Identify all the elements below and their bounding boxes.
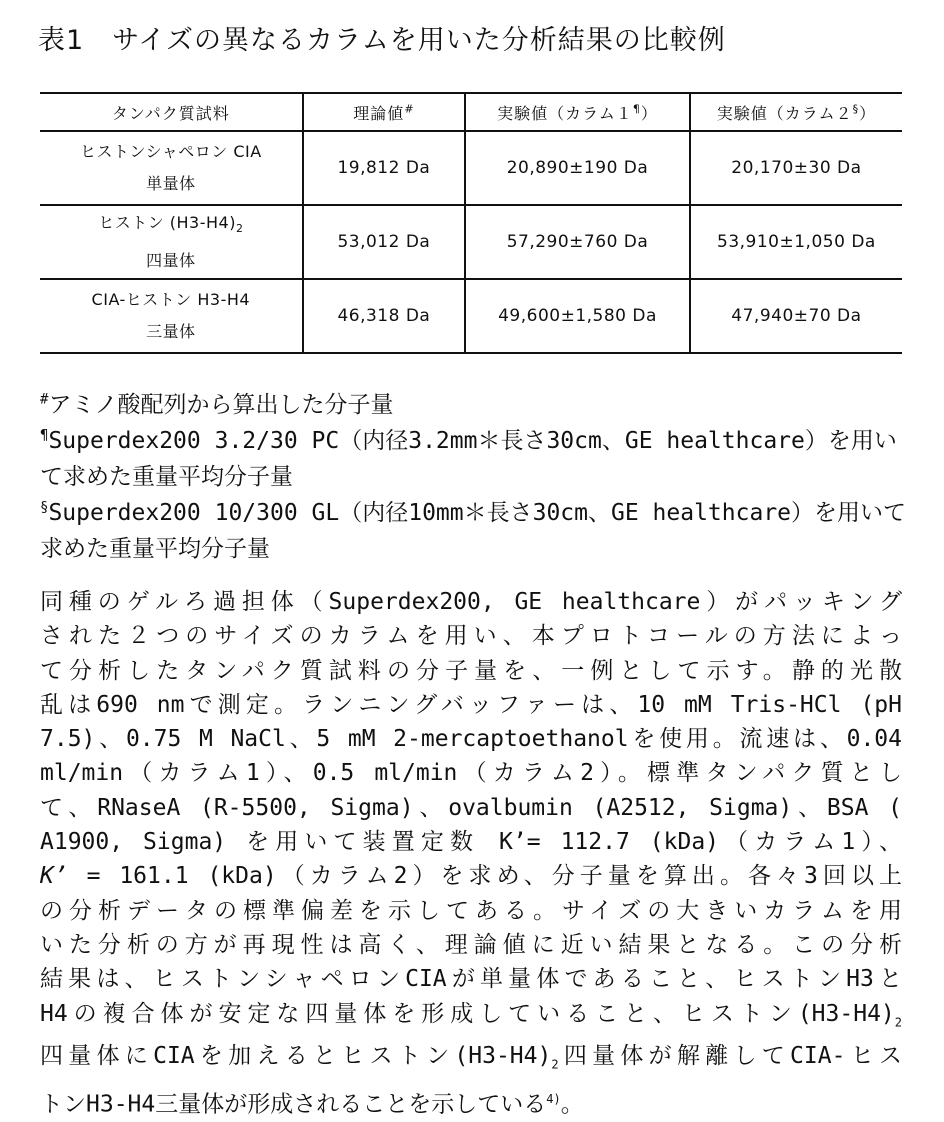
- footnotes: [40, 387, 910, 567]
- table-header-row: [40, 93, 902, 131]
- column1-value: 49,600±1,580 Da: [465, 279, 690, 353]
- footnote-section: §Superdex200 10/300 GL（内径10mm＊長さ30cm、GE healthcare）を用いて求めた重量平均分子量: [40, 499, 907, 562]
- theory-value: 19,812 Da: [303, 131, 466, 205]
- header-theory: 理論値#: [303, 93, 466, 131]
- table-title: 表1 サイズの異なるカラムを用いた分析結果の比較例: [38, 25, 726, 56]
- table-row: [40, 279, 902, 353]
- column2-value: 53,910±1,050 Da: [690, 205, 902, 279]
- column1-value: 20,890±190 Da: [465, 131, 690, 205]
- footnote-pilcrow: ¶Superdex200 3.2/30 PC（内径3.2mm＊長さ30cm、GE healthcare）を用いて求めた重量平均分子量: [40, 427, 897, 490]
- sample-cell: ヒストン $(H3-H4)_2$ 四量体: [40, 205, 303, 279]
- table-row: [40, 205, 902, 279]
- table-row: [40, 131, 902, 205]
- header-column2: 実験値（カラム２§）: [690, 93, 902, 131]
- header-column1: 実験値（カラム１¶）: [465, 93, 690, 131]
- sample-cell: ヒストンシャペロン CIA 単量体: [40, 131, 303, 205]
- theory-value: 46,318 Da: [303, 279, 466, 353]
- results-table: [40, 92, 902, 354]
- header-sample: タンパク質試料: [40, 93, 303, 131]
- column2-value: 20,170±30 Da: [690, 131, 902, 205]
- theory-value: 53,012 Da: [303, 205, 466, 279]
- sample-cell: CIA-ヒストン H3-H4 三量体: [40, 279, 303, 353]
- column2-value: 47,940±70 Da: [690, 279, 902, 353]
- column1-value: 57,290±760 Da: [465, 205, 690, 279]
- footnote-hash: #アミノ酸配列から算出した分子量: [40, 391, 394, 418]
- description-paragraph: 同種のゲルろ過担体（Superdex200, GE healthcare）がパッキング された２つのサイズのカラムを用い、本プロトコールの方法によっ て分析したタンパク質試料の分子量を、一例として示す。静的光散 乱は690 nmで測定。ランニングバッファーは、10 mM Tris-HCl (pH 7.5)、0.75 M NaCl、5 mM 2-mercaptoethanolを使用。流速は、0.04 ml/min（カラム1）、0.5 ml/min（カラム2）。標準タンパク質とし て、RNaseA (R-5500, Sigma)、ovalbumin (A2512, Sigma)、BSA ( A1900, Sigma) を用いて装置定数 K’= 112.7 (kDa)（カラム1）、 K’ = 161.1 (kDa)（カラム2）を求め、分子量を算出。各々3回以上 の分析データの標準偏差を示してある。サイズの大きいカラムを用 いた分析の方が再現性は高く、理論値に近い結果となる。この分析 結果は、ヒストンシャペロンCIAが単量体であること、ヒストンH3と H4の複合体が安定な四量体を形成していること、ヒストン$(H3-H4)_2$ 四量体にCIAを加えるとヒストン$(H3-H4)_2$四量体が解離してCIA-ヒス トンH3-H4三量体が形成されることを示している$^{4)}$。: [40, 589, 902, 1118]
